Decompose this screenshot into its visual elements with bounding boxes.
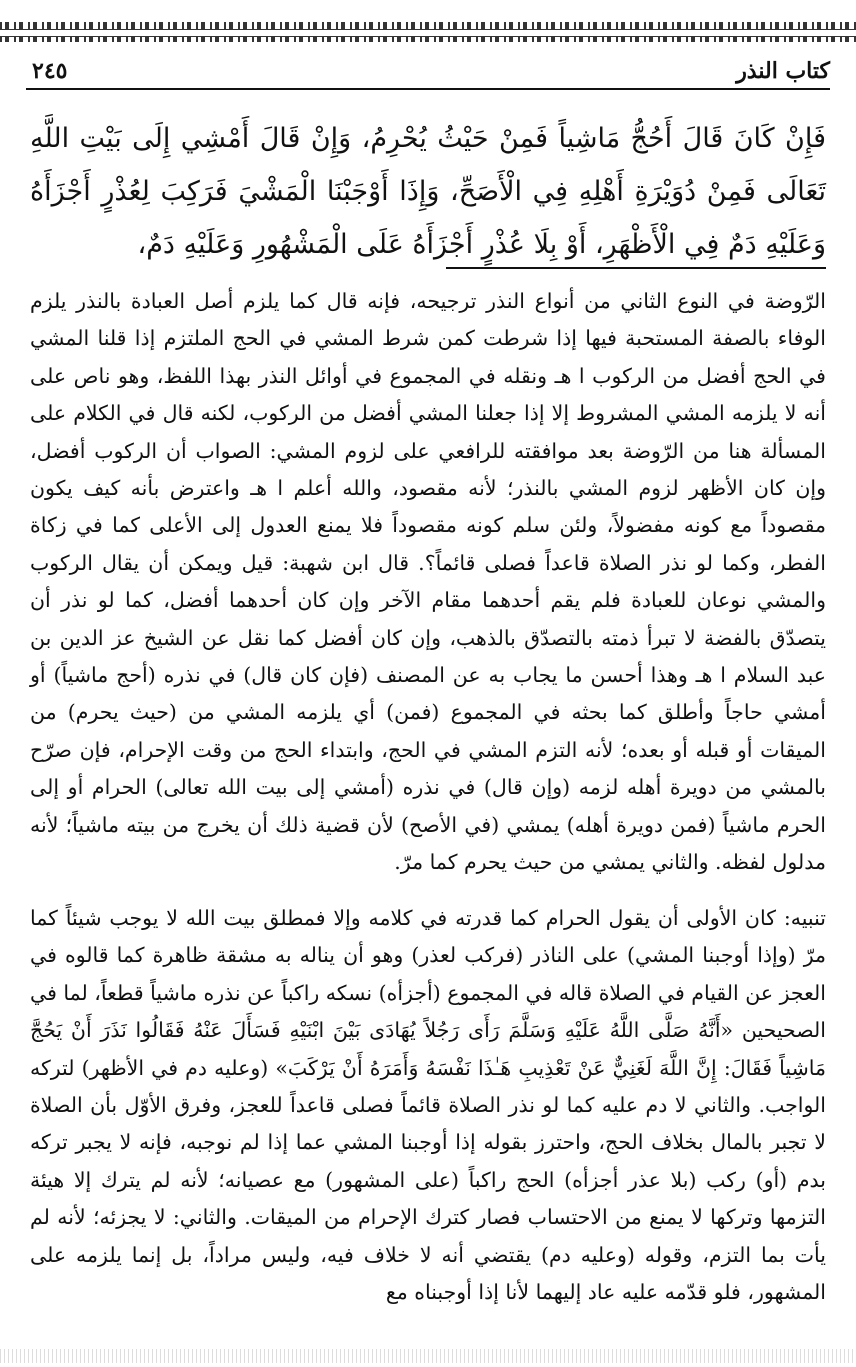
ornamental-border-top <box>0 22 856 42</box>
scan-noise-bottom <box>0 1349 856 1363</box>
matn-text: فَإِنْ كَانَ قَالَ أَحُجُّ مَاشِياً فَمِنْ حَيْثُ يُحْرِمُ، وَإِنْ قَالَ أَمْشِي إِلَى بَيْتِ اللَّهِ تَعَالَى فَمِنْ دُوَيْرَةِ أَهْلِهِ فِي الْأَصَحِّ، وَإِذَا أَوْجَبْنَا الْمَشْيَ فَرَكِبَ لِعُذْرٍ أَجْزَأَهُ وَعَلَيْهِ دَمٌ فِي الْأَظْهَرِ، أَوْ بِلَا عُذْرٍ أَجْزَأَهُ عَلَى الْمَشْهُورِ وَعَلَيْهِ دَمٌ، <box>30 123 826 260</box>
page-header <box>26 52 830 90</box>
section-divider <box>446 267 826 269</box>
book-title: كتاب النذر <box>736 58 830 84</box>
sharh-commentary: الرّوضة في النوع الثاني من أنواع النذر ترجيحه، فإنه قال كما يلزم أصل العبادة بالنذر يلزم الوفاء بالصفة المستحبة فيها إذا شرطت كمن شرط المشي في الحج الملتزم إذا قلنا المشي في الحج أفضل من الركوب ا هـ ونقله في المجموع في أوائل النذر بهذا اللفظ، وهو ناص على أنه لا يلزمه المشي المشروط إلا إذا جعلنا المشي أفضل من الركوب، لكنه قال في الكلام على المسألة هنا من الرّوضة بعد موافقته للرافعي على لزوم المشي: الصواب أن الركوب أفضل، وإن كان الأظهر لزوم المشي بالنذر؛ لأنه مقصود، والله أعلم ا هـ واعترض بأنه كيف يكون مقصوداً مع كونه مفضولاً، ولئن سلم كونه مقصوداً فلا يمنع العدول إلى الأعلى كما في زكاة الفطر، وكما لو نذر الصلاة قاعداً فصلى قائماً؟. قال ابن شهبة: قيل ويمكن أن يقال الركوب والمشي نوعان للعبادة فلم يقم أحدهما مقام الآخر وإن كان أحدهما أفضل، كما لو نذر أن يتصدّق بالفضة لا تبرأ ذمته بالتصدّق بالذهب، وإن كان أفضل كما نقل عن الشيخ عز الدين بن عبد السلام ا هـ وهذا أحسن ما يجاب به عن المصنف (فإن كان قال) في نذره (أحج ماشياً) أو أمشي حاجاً وأطلق كما بحثه في المجموع (فمن) أي يلزمه المشي من (حيث يحرم) من الميقات أو قبله أو بعده؛ لأنه التزم المشي في الحج، وابتداء الحج من وقت الإحرام، فإن صرّح بالمشي من دويرة أهله لزمه (وإن قال) في نذره (أمشي إلى بيت الله تعالى) الحرام أو إلى الحرم ماشياً (فمن دويرة أهله) يمشي (في الأصح) لأن قضية ذلك أن يخرج من بيته ماشياً؛ لأنه مدلول لفظه. والثاني يمشي من حيث يحرم كما مرّ. <box>30 289 826 875</box>
tanbih-paragraph: تنبيه: كان الأولى أن يقول الحرام كما قدرته في كلامه وإلا فمطلق بيت الله لا يوجب شيئاً كما مرّ (وإذا أوجبنا المشي) على الناذر (فركب لعذر) وهو أن يناله به مشقة ظاهرة كما قالوه في العجز عن القيام في الصلاة قاله في المجموع (أجزأه) نسكه راكباً عن نذره ماشياً قطعاً، لما في الصحيحين «أَنَّهُ صَلَّى اللَّهُ عَلَيْهِ وَسَلَّمَ رَأَى رَجُلاً يُهَادَى بَيْنَ ابْنَيْهِ فَسَأَلَ عَنْهُ فَقَالُوا نَذَرَ أَنْ يَحُجَّ مَاشِياً فَقَالَ: إِنَّ اللَّهَ لَغَنِيٌّ عَنْ تَعْذِيبِ هَـٰذَا نَفْسَهُ وَأَمَرَهُ أَنْ يَرْكَبَ» (وعليه دم في الأظهر) لتركه الواجب. والثاني لا دم عليه كما لو نذر الصلاة قائماً فصلى قاعداً للعجز، وفرق الأوّل بأن الصلاة لا تجبر بالمال بخلاف الحج، واحترز بقوله إذا أوجبنا المشي عما إذا لم نوجبه، فإنه لا يجبر تركه بدم (أو) ركب (بلا عذر أجزأه) الحج راكباً (على المشهور) مع عصيانه؛ لأنه لم يترك إلا هيئة التزمها وتركها لا يمنع من الاحتساب فصار كترك الإحرام من الميقات. والثاني: لا يجزئه؛ لأنه لم يأت بما التزم، وقوله (وعليه دم) يقتضي أنه لا خلاف فيه، وليس مراداً، بل إنما يلزمه على المشهور، فلو قدّمه عليه عاد إليهما لأنا إذا أوجبناه مع <box>30 906 826 1305</box>
page-number: ٢٤٥ <box>32 58 68 84</box>
